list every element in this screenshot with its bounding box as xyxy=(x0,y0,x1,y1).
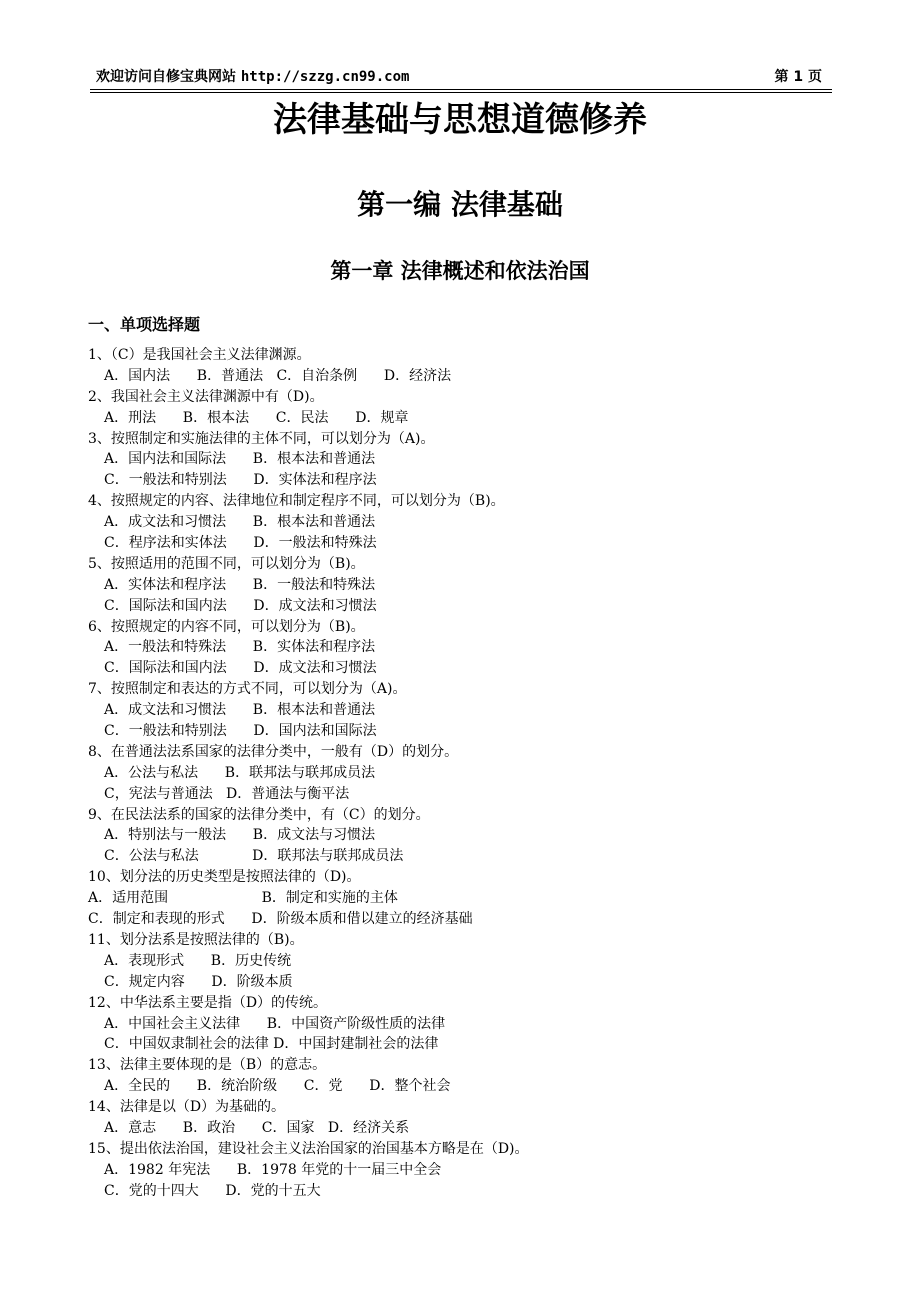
answer-options: C．国际法和国内法 D．成文法和习惯法 xyxy=(104,597,377,614)
chapter-title: 第一章 法律概述和依法治国 xyxy=(330,259,590,283)
answer-options: C．公法与私法 D．联邦法与联邦成员法 xyxy=(104,848,404,865)
answer-options: A．国内法和国际法 B．根本法和普通法 xyxy=(104,451,376,468)
site-url[interactable]: http://szzg.cn99.com xyxy=(240,69,410,85)
answer-options: A．中国社会主义法律 B．中国资产阶级性质的法律 xyxy=(104,1015,446,1032)
question-text: 13、法律主要体现的是（B）的意志。 xyxy=(88,1057,327,1074)
page-header xyxy=(90,66,822,88)
answer-options: A．适用范围 B．制定和实施的主体 xyxy=(88,890,398,907)
question-list xyxy=(88,345,828,1202)
answer-options: A．刑法 B．根本法 C．民法 D．规章 xyxy=(104,409,409,426)
question-text: 11、划分法系是按照法律的（B)。 xyxy=(88,931,304,948)
answer-options: C．中国奴隶制社会的法律 D．中国封建制社会的法律 xyxy=(104,1036,439,1053)
answer-options: A．全民的 B．统治阶级 C．党 D．整个社会 xyxy=(104,1078,451,1095)
question-text: 14、法律是以（D）为基础的。 xyxy=(88,1099,286,1116)
answer-options: C．一般法和特别法 D．国内法和国际法 xyxy=(104,723,377,740)
answer-options: C．党的十四大 D．党的十五大 xyxy=(104,1182,321,1199)
answer-options: A．表现形式 B．历史传统 xyxy=(104,952,292,969)
question-text: 4、按照规定的内容、法律地位和制定程序不同，可以划分为（B)。 xyxy=(88,493,505,510)
question-text: 1、（C）是我国社会主义法律渊源。 xyxy=(88,347,311,363)
answer-options: C．国际法和国内法 D．成文法和习惯法 xyxy=(104,660,377,677)
answer-options: C．程序法和实体法 D．一般法和特殊法 xyxy=(104,535,377,552)
site-prefix: 欢迎访问自修宝典网站 xyxy=(96,69,241,85)
answer-options: A．意志 B．政治 C．国家 D．经济关系 xyxy=(104,1119,410,1136)
site-banner xyxy=(96,66,409,88)
question-text: 12、中华法系主要是指（D）的传统。 xyxy=(88,994,328,1011)
answer-options: A．成文法和习惯法 B．根本法和普通法 xyxy=(104,702,376,719)
answer-options: A．国内法 B．普通法 C．自治条例 D．经济法 xyxy=(104,367,452,384)
answer-options: A．特别法与一般法 B．成文法与习惯法 xyxy=(104,827,376,844)
section-heading: 一、单项选择题 xyxy=(88,315,201,334)
part-title: 第一编 法律基础 xyxy=(357,188,563,221)
header-rule-bottom xyxy=(90,92,832,93)
question-text: 3、按照制定和实施法律的主体不同，可以划分为（A)。 xyxy=(88,430,435,447)
answer-options: A．1982 年宪法 B．1978 年党的十一届三中全会 xyxy=(104,1161,442,1178)
page-number: 第 1 页 xyxy=(774,69,822,85)
question-text: 9、在民法法系的国家的法律分类中，有（C）的划分。 xyxy=(88,806,430,823)
answer-options: A．实体法和程序法 B．一般法和特殊法 xyxy=(104,576,376,593)
document-title: 法律基础与思想道德修养 xyxy=(273,100,647,140)
question-text: 7、按照制定和表达的方式不同，可以划分为（A)。 xyxy=(88,681,407,698)
answer-options: C．一般法和特别法 D．实体法和程序法 xyxy=(104,472,377,489)
question-text: 6、按照规定的内容不同，可以划分为（B)。 xyxy=(88,618,365,635)
answer-options: C．规定内容 D．阶级本质 xyxy=(104,973,293,990)
question-text: 10、划分法的历史类型是按照法律的（D)。 xyxy=(88,869,361,886)
question-text: 2、我国社会主义法律渊源中有（D)。 xyxy=(88,388,324,405)
question-text: 5、按照适用的范围不同，可以划分为（B)。 xyxy=(88,555,365,572)
answer-options: A．一般法和特殊法 B．实体法和程序法 xyxy=(104,639,376,656)
question-text: 8、在普通法法系国家的法律分类中，一般有（D）的划分。 xyxy=(88,743,459,760)
question-text: 15、提出依法治国，建设社会主义法治国家的治国基本方略是在（D)。 xyxy=(88,1140,529,1157)
answer-options: A．公法与私法 B．联邦法与联邦成员法 xyxy=(104,764,376,781)
answer-options: C，宪法与普通法 D．普通法与衡平法 xyxy=(104,785,350,802)
header-rule-top xyxy=(90,89,832,90)
answer-options: C．制定和表现的形式 D．阶级本质和借以建立的经济基础 xyxy=(88,911,473,928)
answer-options: A．成文法和习惯法 B．根本法和普通法 xyxy=(104,514,376,531)
